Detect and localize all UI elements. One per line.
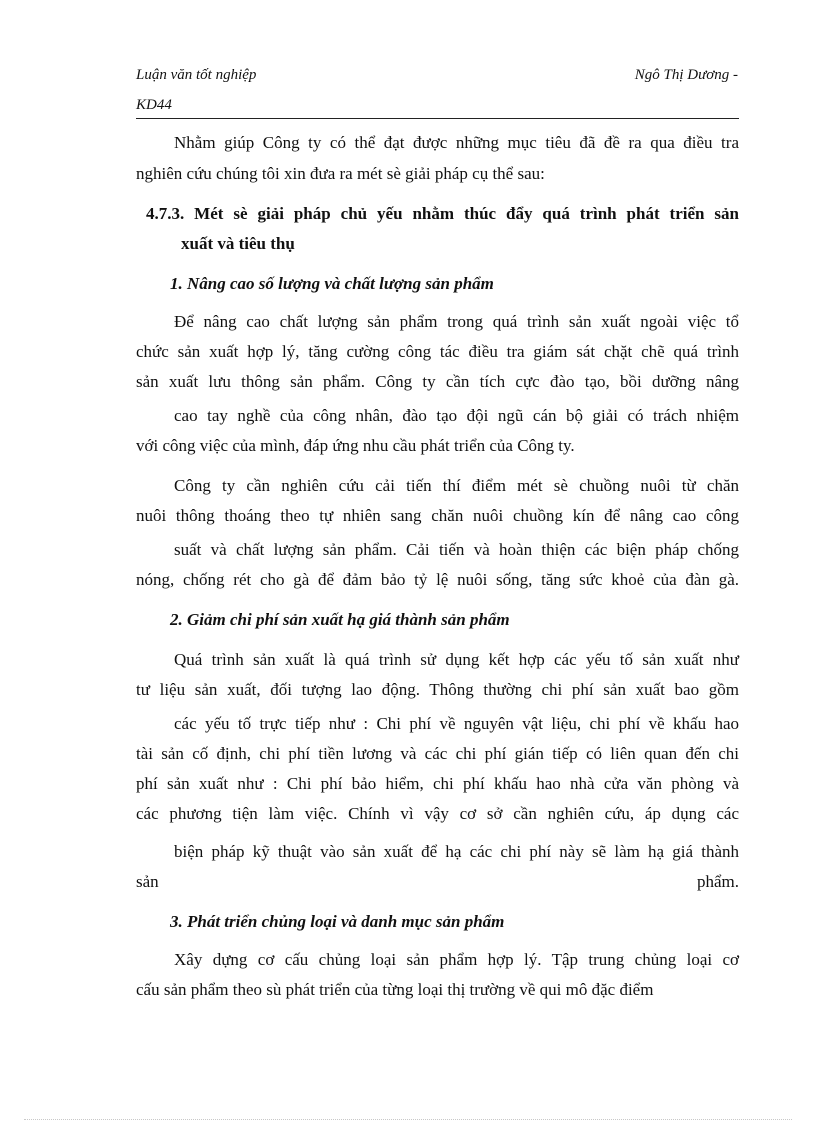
body-line: Quá trình sản xuất là quá trình sử dụng kết hợp các yếu tố sản xuất như (174, 650, 739, 669)
header-author: Ngô Thị Dương - (634, 67, 738, 83)
header-rule (136, 118, 739, 119)
body-line: suất và chất lượng sản phẩm. Cải tiến và hoàn thiện các biện pháp chống (174, 540, 739, 559)
section-heading-4-7-3-cont: xuất và tiêu thụ (181, 234, 295, 253)
subheading-3: 3. Phát triển chủng loại và danh mục sản phẩm (170, 912, 505, 931)
body-line: nóng, chống rét cho gà để đảm bảo tỷ lệ nuôi sống, tăng sức khoẻ của đàn gà. (136, 570, 739, 589)
subheading-1: 1. Nâng cao số lượng và chất lượng sản phẩm (170, 274, 494, 293)
body-line: Nhằm giúp Công ty có thể đạt được những mục tiêu đã đề ra qua điều tra (174, 133, 739, 152)
body-line: Công ty cần nghiên cứu cải tiến thí điểm mét sè chuồng nuôi từ chăn (174, 476, 739, 495)
body-line: tài sản cố định, chi phí tiền lương và các chi phí gián tiếp có liên quan đến chi (136, 744, 739, 763)
body-line: tư liệu sản xuất, đối tượng lao động. Thông thường chi phí sản xuất bao gồm (136, 680, 739, 699)
body-line: phí sản xuất như : Chi phí bảo hiểm, chi phí khấu hao nhà cửa văn phòng và (136, 774, 739, 793)
page-bottom-border (24, 1119, 792, 1120)
body-line: cao tay nghề của công nhân, đào tạo đội ngũ cán bộ giải có trách nhiệm (174, 406, 739, 425)
body-line: sản phẩm. (136, 872, 739, 891)
body-line: Xây dựng cơ cấu chủng loại sản phẩm hợp lý. Tập trung chủng loại cơ (174, 950, 739, 969)
body-line: chức sản xuất hợp lý, tăng cường công tác điều tra giám sát chặt chẽ quá trình (136, 342, 739, 361)
body-line: với công việc của mình, đáp ứng nhu cầu phát triển của Công ty. (136, 436, 575, 455)
body-line: biện pháp kỹ thuật vào sản xuất để hạ các chi phí này sẽ làm hạ giá thành (174, 842, 739, 861)
body-line: các phương tiện làm việc. Chính vì vậy cơ sở cần nghiên cứu, áp dụng các (136, 804, 739, 823)
body-line: Để nâng cao chất lượng sản phẩm trong quá trình sản xuất ngoài việc tổ (174, 312, 739, 331)
body-line: nghiên cứu chúng tôi xin đưa ra mét sè giải pháp cụ thể sau: (136, 164, 545, 183)
body-line: cấu sản phẩm theo sù phát triển của từng loại thị trường về qui mô đặc điểm (136, 980, 654, 999)
header-class: KD44 (136, 97, 172, 113)
body-line: sản xuất lưu thông sản phẩm. Công ty cần tích cực đào tạo, bồi dưỡng nâng (136, 372, 739, 391)
subheading-2: 2. Giảm chi phí sản xuất hạ giá thành sản phẩm (170, 610, 510, 629)
body-line: nuôi thông thoáng theo tự nhiên sang chăn nuôi chuồng kín để nâng cao công (136, 506, 739, 525)
section-heading-4-7-3: 4.7.3. Mét sè giải pháp chủ yếu nhằm thúc đẩy quá trình phát triển sản (146, 204, 739, 223)
header-thesis-title: Luận văn tốt nghiệp (136, 67, 257, 83)
body-line: các yếu tố trực tiếp như : Chi phí về nguyên vật liệu, chi phí về khấu hao (174, 714, 739, 733)
